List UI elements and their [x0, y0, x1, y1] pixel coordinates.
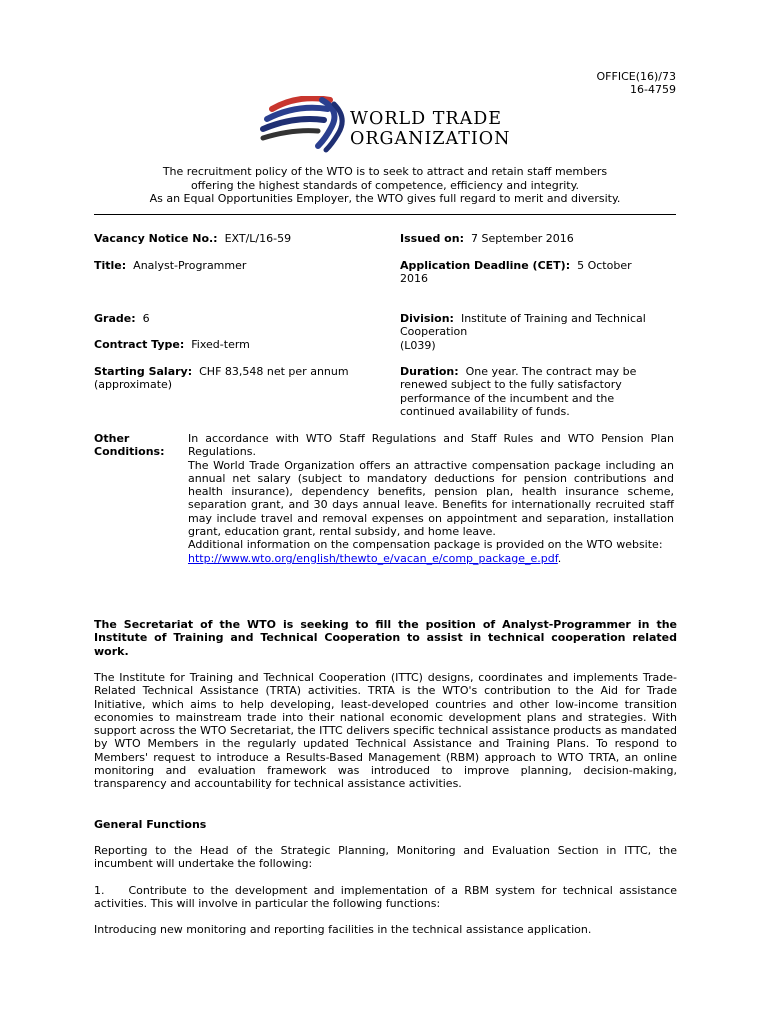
document-reference: [597, 70, 676, 97]
compensation-link-line: [188, 552, 674, 565]
division-label: Division:: [400, 312, 454, 325]
document-number: 16-4759: [630, 83, 676, 97]
grade-label: Grade:: [94, 312, 136, 325]
function-item-1-number: 1.: [94, 884, 105, 897]
other-conditions-label-2: Conditions:: [94, 445, 165, 459]
contract-type-value: Fixed-term: [191, 338, 250, 351]
contract-type: [94, 338, 250, 351]
other-conditions-body: [188, 432, 674, 565]
job-title: [94, 259, 246, 272]
application-deadline: [400, 259, 676, 286]
other-conditions-para-1: In accordance with WTO Staff Regulations and Staff Rules and WTO Pension Plan Regulations.: [188, 432, 674, 459]
job-title-label: Title:: [94, 259, 127, 272]
other-conditions-label-1: Other: [94, 432, 130, 445]
issued-on-value: 7 September 2016: [470, 232, 574, 245]
job-title-value: Analyst-Programmer: [133, 259, 247, 272]
duration-label: Duration:: [400, 365, 459, 378]
deadline-label: Application Deadline (CET):: [400, 259, 571, 272]
function-item-1: [94, 884, 677, 911]
header-divider: [94, 214, 676, 215]
deadline-value-1: 5 October: [577, 259, 632, 272]
starting-salary: [94, 365, 384, 392]
ittc-paragraph: The Institute for Training and Technical Cooperation (ITTC) designs, coordinates and implements Trade-Related Technical Assistance (TRTA) activities. TRTA is the WTO's contribution to the Aid for Trade Initiative, which aims to help developing, least-developed countries and other low-income transition economies to mainstream trade into their national economic development plans and strategies. With support across the WTO Secretariat, the ITTC delivers specific technical assistance products as mandated by WTO Members in the regularly updated Technical Assistance and Training Plans. To respond to Members' request to introduce a Results-Based Management (RBM) approach to WTO TRTA, an online monitoring and evaluation framework was introduced to improve planning, decision-making, transparency and accountability for technical assistance activities.: [94, 671, 677, 791]
duration-value-4: continued availability of funds.: [400, 404, 570, 418]
grade: [94, 312, 150, 325]
function-item-1-text: Contribute to the development and implementation of a RBM system for technical assistance activities. This will involve in particular the following functions:: [94, 884, 677, 911]
office-reference: OFFICE(16)/73: [596, 70, 676, 83]
policy-line-3: As an Equal Opportunities Employer, the WTO gives full regard to merit and diversity.: [149, 192, 621, 205]
other-conditions-label: [94, 432, 164, 459]
grade-value: 6: [142, 312, 150, 325]
duration-value-1: One year. The contract may be: [465, 365, 637, 378]
wto-logo: [258, 96, 518, 156]
introducing-paragraph: Introducing new monitoring and reporting facilities in the technical assistance application.: [94, 923, 592, 936]
issued-on-label: Issued on:: [400, 232, 464, 245]
duration-value-2: renewed subject to the fully satisfactory: [400, 378, 622, 392]
salary-value-2: (approximate): [94, 378, 173, 392]
duration-value-3: performance of the incumbent and the: [400, 391, 615, 405]
other-conditions-para-3: Additional information on the compensation package is provided on the WTO website:: [188, 538, 663, 552]
division-value-1: Institute of Training and Technical: [460, 312, 646, 325]
position-intro: The Secretariat of the WTO is seeking to fill the position of Analyst-Programmer in the Institute of Training and Technical Cooperation to assist in technical cooperation related work.: [94, 618, 677, 658]
link-suffix: .: [557, 551, 562, 565]
duration: [400, 365, 676, 418]
policy-line-1: The recruitment policy of the WTO is to seek to attract and retain staff members: [162, 165, 608, 178]
wto-logo-icon: [258, 96, 350, 156]
other-conditions-para-2: The World Trade Organization offers an attractive compensation package including an annual net salary (subject to mandatory deductions for pension contributions and health insurance), dependency benefits, pension plan, health insurance scheme, separation grant, and 30 days annual leave. Benefits for internationally recruited staff may include travel and removal expenses on appointment and separation, installation grant, education grant, rental subsidy, and home leave.: [188, 458, 674, 539]
recruitment-policy: [94, 165, 676, 206]
wto-name-line2: ORGANIZATION: [350, 129, 511, 149]
division: [400, 312, 676, 352]
division-value-2: Cooperation: [400, 325, 468, 339]
compensation-package-link[interactable]: http://www.wto.org/english/thewto_e/vacan_e/comp_package_e.pdf: [188, 551, 558, 565]
vacancy-notice-label: Vacancy Notice No.:: [94, 232, 218, 245]
general-functions-heading: General Functions: [94, 818, 207, 831]
wto-name-line1: WORLD TRADE: [350, 109, 503, 129]
division-value-3: (L039): [400, 338, 436, 352]
vacancy-notice-value: EXT/L/16-59: [224, 232, 292, 245]
deadline-value-2: 2016: [400, 272, 428, 286]
reporting-paragraph: Reporting to the Head of the Strategic Planning, Monitoring and Evaluation Section in ITTC, the incumbent will undertake the following:: [94, 844, 677, 871]
contract-type-label: Contract Type:: [94, 338, 185, 351]
salary-label: Starting Salary:: [94, 365, 193, 378]
issued-on: [400, 232, 574, 245]
vacancy-notice: [94, 232, 291, 245]
policy-line-2: offering the highest standards of competence, efficiency and integrity.: [190, 178, 580, 192]
salary-value-1: CHF 83,548 net per annum: [199, 365, 349, 378]
